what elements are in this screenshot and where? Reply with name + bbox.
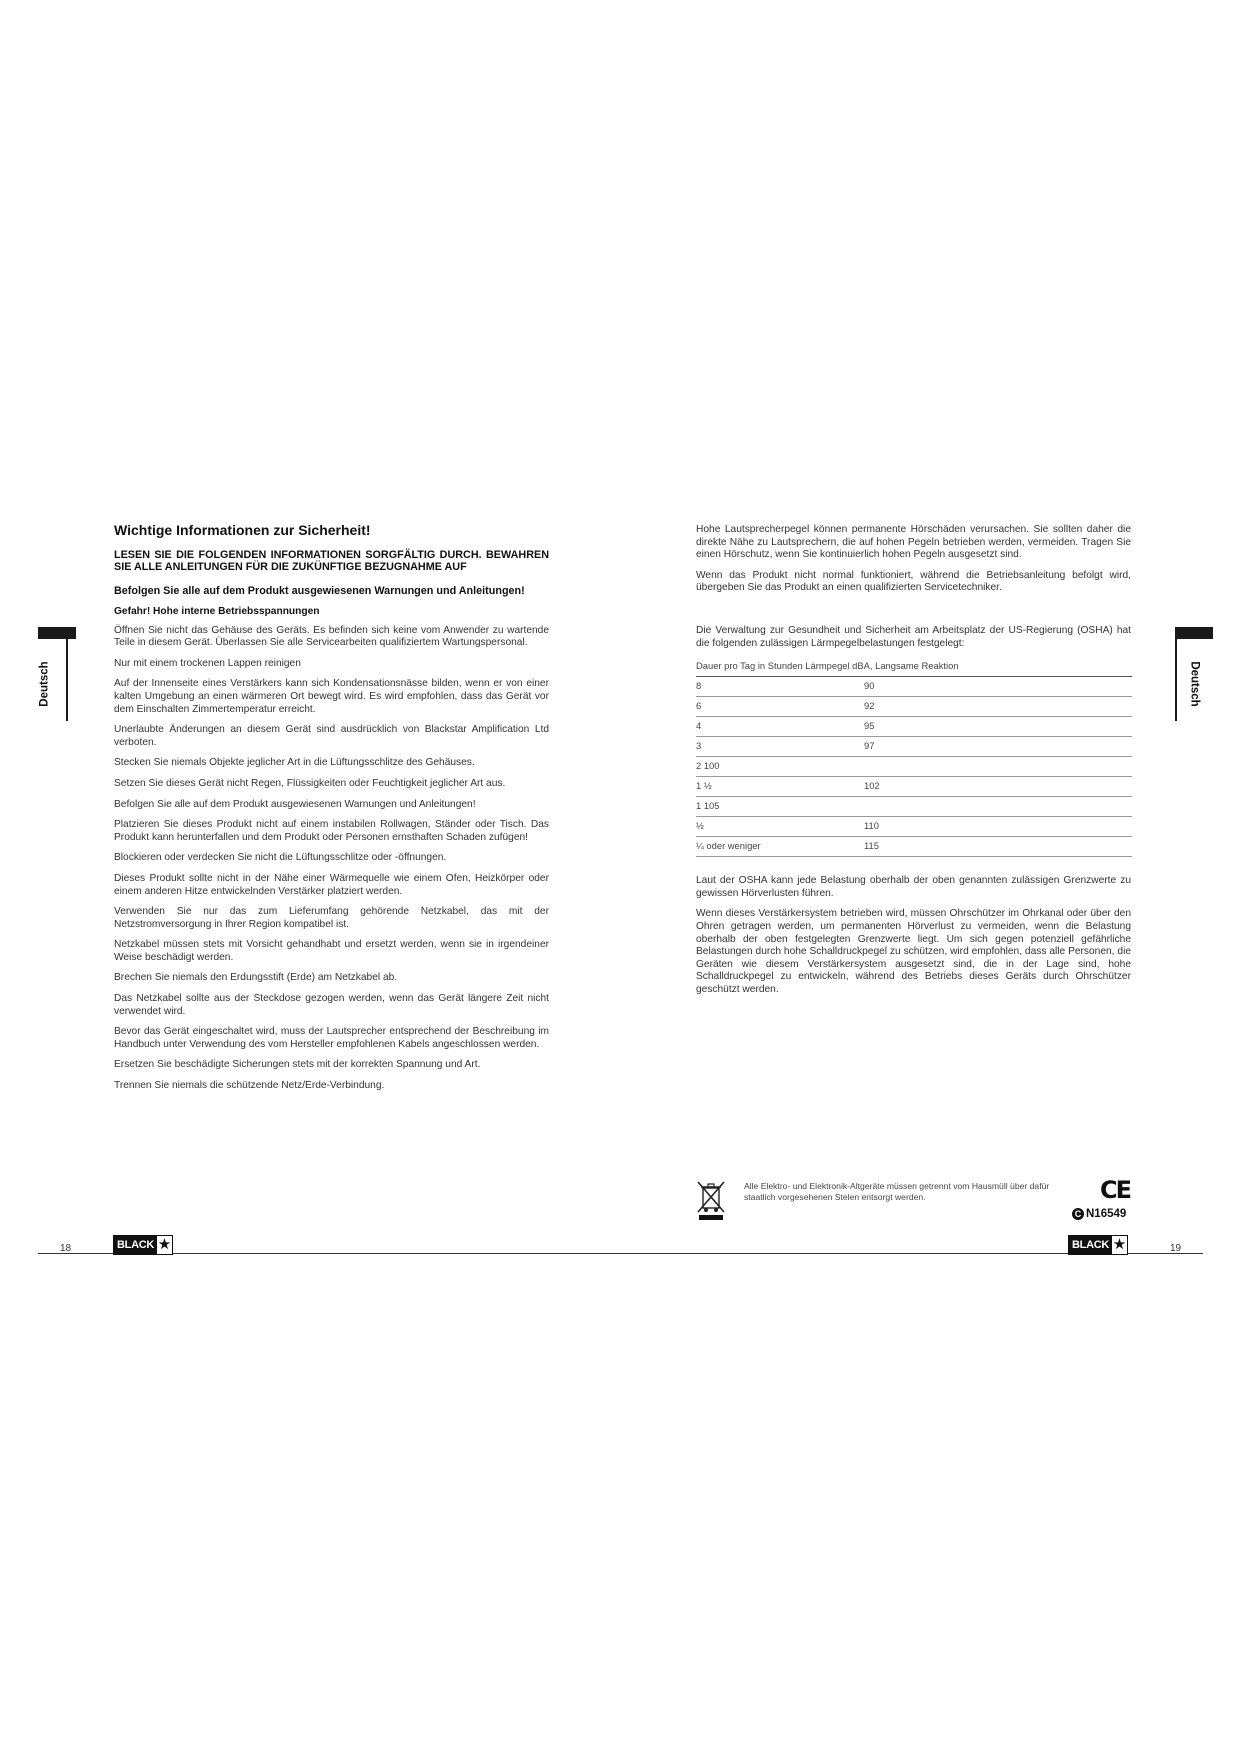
service-paragraph: Wenn das Produkt nicht normal funktioniert, während die Betriebsanleitung befolgt wird, übergeben Sie das Produkt an einen qualifizierten Servicetechniker. (696, 569, 1131, 594)
language-tab-line (1175, 639, 1177, 721)
table-row (696, 737, 1132, 757)
table-row (696, 677, 1132, 697)
caps-instruction: LESEN SIE DIE FOLGENDEN INFORMATIONEN SORGFÄLTIG DURCH. BEWAHREN SIE ALLE ANLEITUNGEN FÜR DIE ZUKÜNFTIGE BEZUGNAHME AUF (114, 548, 549, 573)
right-column (696, 524, 1131, 1005)
table-row (696, 717, 1132, 737)
table-cell-level: 115 (864, 837, 1132, 857)
safety-paragraph: Blockieren oder verdecken Sie nicht die Lüftungsschlitze oder -öffnungen. (114, 852, 447, 864)
safety-paragraph: Brechen Sie niemals den Erdungsstift (Erde) am Netzkabel ab. (114, 972, 398, 984)
table-row (696, 757, 1132, 777)
table-cell-duration: 2 100 (696, 757, 864, 777)
table-row (696, 837, 1132, 857)
safety-paragraph: Ersetzen Sie beschädigte Sicherungen stets mit der korrekten Spannung und Art. (114, 1059, 481, 1071)
table-row (696, 777, 1132, 797)
star-icon: ★ (1112, 1236, 1127, 1253)
safety-paragraph: Dieses Produkt sollte nicht in der Nähe einer Wärmequelle wie einem Ofen, Heizkörper oder einem anderen Hitze entwickelnden Verstärker platziert werden. (114, 872, 549, 897)
safety-paragraph: Befolgen Sie alle auf dem Produkt ausgewiesenen Warnungen und Anleitungen! (114, 798, 476, 810)
table-cell-duration: 1 105 (696, 797, 864, 817)
language-tab-line (66, 639, 68, 721)
table-cell-duration: 6 (696, 697, 864, 717)
ce-mark: CE (1100, 1176, 1131, 1204)
language-tab-bar (38, 627, 76, 639)
osha-note: Laut der OSHA kann jede Belastung oberhalb der oben genannten zulässigen Grenzwerte zu gewissen Hörverlusten führen. (696, 875, 1131, 899)
table-cell-duration: ¼ oder weniger (696, 837, 864, 857)
safety-paragraph: Platzieren Sie dieses Produkt nicht auf einem instabilen Rollwagen, Ständer oder Tisch. Das Produkt kann herunterfallen und dem Produkt oder Personen ernsthaften Schaden zufügen! (114, 819, 549, 843)
safety-paragraph: Auf der Innenseite eines Verstärkers kann sich Kondensationsnässe bilden, wenn er von einer kalten Umgebung an einen wärmeren Ort bewegt wird. Es wird empfohlen, dass das Gerät vor dem Einschalten Zimmertemperatur erreicht. (114, 678, 549, 715)
section-subheading: Gefahr! Hohe interne Betriebsspannungen (114, 606, 320, 617)
language-tab-label: Deutsch (1188, 661, 1201, 707)
table-cell-duration: 4 (696, 717, 864, 737)
blackstar-logo (113, 1235, 173, 1255)
safety-paragraph: Verwenden Sie nur das zum Lieferumfang gehörende Netzkabel, das mit der Netzstromversorgung in Ihrer Region kompatibel ist. (114, 906, 549, 930)
table-cell-level (864, 797, 1132, 817)
table-cell-level: 95 (864, 717, 1132, 737)
table-cell-duration: 8 (696, 677, 864, 697)
table-row (696, 797, 1132, 817)
hearing-paragraph: Hohe Lautsprecherpegel können permanente Hörschäden verursachen. Sie sollten daher die direkte Nähe zu Lautsprechern, die auf hohen Pegeln betrieben werden, vermeiden. Tragen Sie einen Hörschutz, wenn Sie kontinuierlich hohen Pegeln ausgesetzt sind. (696, 524, 1131, 561)
c-tick-mark (1072, 1208, 1126, 1220)
table-cell-duration: 3 (696, 737, 864, 757)
table-row (696, 697, 1132, 717)
table-cell-level: 92 (864, 697, 1132, 717)
osha-table (696, 656, 1132, 857)
ear-protection-paragraph: Wenn dieses Verstärkersystem betrieben wird, müssen Ohrschützer im Ohrkanal oder über den Ohren getragen werden, um permanenten Hörverlust zu vermeiden, wenn die Belastung oberhalb der oben festgelegten Grenzwerte liegt. Um sich gegen potenziell gefährliche Belastungen durch hohe Schalldruckpegel zu schützen, wird empfohlen, dass alle Personen, die Geräten wie diesem Verstärkersystem ausgesetzt sind, die in der Lage sind, hohe Schalldruckpegel zu entwickeln, während des Betriebs dieses Geräts durch Ohrschützer geschützt werden. (696, 908, 1131, 995)
safety-paragraph: Setzen Sie dieses Gerät nicht Regen, Flüssigkeiten oder Feuchtigkeit jeglicher Art aus. (114, 777, 506, 789)
table-header-row (696, 656, 1132, 677)
safety-paragraph: Das Netzkabel sollte aus der Steckdose gezogen werden, wenn das Gerät längere Zeit nicht verwendet wird. (114, 993, 549, 1017)
safety-paragraph: Trennen Sie niemals die schützende Netz/Erde-Verbindung. (114, 1080, 385, 1092)
safety-paragraph: Bevor das Gerät eingeschaltet wird, muss der Lautsprecher entsprechend der Beschreibung im Handbuch unter Verwendung des vom Hersteller empfohlenen Kabels angeschlossen werden. (114, 1026, 549, 1050)
table-cell-level: 97 (864, 737, 1132, 757)
c-tick-code: N16549 (1086, 1208, 1127, 1220)
page-title: Wichtige Informationen zur Sicherheit! (114, 522, 371, 538)
blackstar-logo (1068, 1235, 1128, 1255)
language-tab-label: Deutsch (38, 661, 51, 707)
bold-warning: Befolgen Sie alle auf dem Produkt ausgewiesenen Warnungen und Anleitungen! (114, 585, 525, 598)
page-number: 19 (1170, 1243, 1182, 1254)
language-tab-bar (1175, 627, 1213, 639)
table-row (696, 817, 1132, 837)
table-cell-level: 90 (864, 677, 1132, 697)
table-cell-level (864, 757, 1132, 777)
osha-intro: Die Verwaltung zur Gesundheit und Sicherheit am Arbeitsplatz der US-Regierung (OSHA) hat die folgenden zulässigen Lärmpegelbelastungen festgelegt: (696, 624, 1131, 649)
table-header: Dauer pro Tag in Stunden Lärmpegel dBA, Langsame Reaktion (696, 656, 1132, 677)
weee-bin-icon (696, 1180, 726, 1220)
table-cell-duration: ½ (696, 817, 864, 837)
safety-paragraph: Stecken Sie niemals Objekte jeglicher Art in die Lüftungsschlitze des Gehäuses. (114, 757, 475, 769)
table-cell-duration: 1 ½ (696, 777, 864, 797)
logo-word: BLACK (1069, 1236, 1112, 1254)
left-page (0, 0, 620, 1754)
logo-word: BLACK (114, 1236, 157, 1254)
safety-paragraph: Öffnen Sie nicht das Gehäuse des Geräts. Es befinden sich keine vom Anwender zu wartende Teile in diesem Gerät. Überlassen Sie alle Servicearbeiten qualifiziertem Wartungspersonal. (114, 624, 549, 649)
star-icon: ★ (157, 1236, 172, 1253)
c-tick-icon: C (1072, 1208, 1084, 1220)
safety-paragraph: Nur mit einem trockenen Lappen reinigen (114, 657, 301, 669)
safety-paragraph: Netzkabel müssen stets mit Vorsicht gehandhabt und ersetzt werden, wenn sie in irgendeiner Weise beschädigt werden. (114, 939, 549, 963)
weee-disposal-note: Alle Elektro- und Elektronik-Altgeräte müssen getrennt vom Hausmüll über dafür staatlich vorgesehenen Stelen entsorgt werden. (744, 1181, 1050, 1202)
left-column (114, 524, 549, 1101)
table-cell-level: 102 (864, 777, 1132, 797)
page-number: 18 (60, 1243, 72, 1254)
safety-paragraph: Unerlaubte Änderungen an diesem Gerät sind ausdrücklich von Blackstar Amplification Ltd verboten. (114, 724, 549, 748)
table-cell-level: 110 (864, 817, 1132, 837)
